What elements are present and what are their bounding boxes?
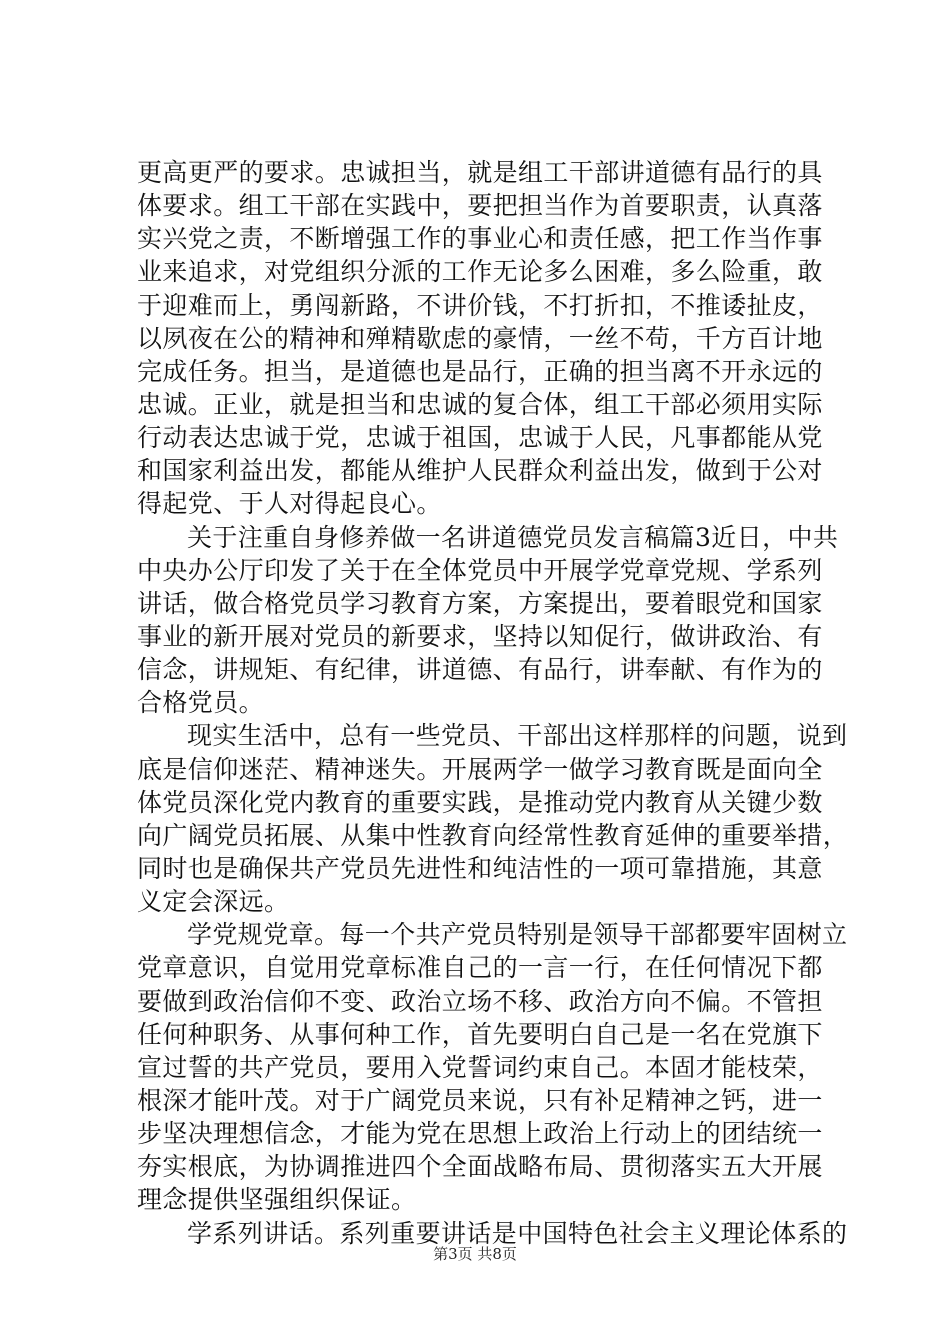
text-line: 行动表达忠诚于党，忠诚于祖国，忠诚于人民，凡事都能从党 bbox=[137, 423, 823, 453]
paragraph-start-line: 学系列讲话。系列重要讲话是中国特色社会主义理论体系的 bbox=[187, 1218, 848, 1248]
text-line: 讲话，做合格党员学习教育方案，方案提出，要着眼党和国家 bbox=[137, 588, 823, 618]
text-line: 事业的新开展对党员的新要求，坚持以知促行，做讲政治、有 bbox=[137, 621, 823, 651]
text-line: 底是信仰迷茫、精神迷失。开展两学一做学习教育既是面向全 bbox=[137, 754, 823, 784]
text-line: 根深才能叶茂。对于广阔党员来说，只有补足精神之钙，进一 bbox=[137, 1085, 823, 1115]
text-line: 向广阔党员拓展、从集中性教育向经常性教育延伸的重要举措， bbox=[137, 820, 849, 850]
text-line: 实兴党之责，不断增强工作的事业心和责任感，把工作当作事 bbox=[137, 224, 823, 254]
page-footer: 第3页 共8页 bbox=[433, 1245, 517, 1263]
text-line: 更高更严的要求。忠诚担当，就是组工干部讲道德有品行的具 bbox=[137, 158, 823, 187]
text-line: 同时也是确保共产党员先进性和纯洁性的一项可靠措施，其意 bbox=[137, 853, 823, 883]
text-line: 信念，讲规矩、有纪律，讲道德、有品行，讲奉献、有作为的 bbox=[137, 655, 823, 685]
text-line: 中央办公厅印发了关于在全体党员中开展学党章党规、学系列 bbox=[137, 555, 823, 585]
text-line: 夯实根底，为协调推进四个全面战略布局、贯彻落实五大开展 bbox=[137, 1152, 823, 1182]
text-line: 业来追求，对党组织分派的工作无论多么困难，多么险重，敢 bbox=[137, 257, 823, 287]
paragraph-start-line: 学党规党章。每一个共产党员特别是领导干部都要牢固树立 bbox=[187, 920, 848, 950]
text-line: 义定会深远。 bbox=[137, 887, 290, 917]
text-line: 得起党、于人对得起良心。 bbox=[137, 489, 442, 519]
body-text bbox=[137, 156, 849, 1250]
text-line: 和国家利益出发，都能从维护人民群众利益出发，做到于公对 bbox=[137, 456, 823, 486]
text-line: 合格党员。 bbox=[137, 688, 265, 718]
text-line: 体要求。组工干部在实践中，要把担当作为首要职责，认真落 bbox=[137, 191, 823, 221]
text-line: 任何种职务、从事何种工作，首先要明白自己是一名在党旗下 bbox=[137, 1019, 823, 1049]
text-line: 党章意识，自觉用党章标准自己的一言一行，在任何情况下都 bbox=[137, 953, 823, 983]
text-line: 完成任务。担当，是道德也是品行，正确的担当离不开永远的 bbox=[137, 356, 823, 386]
paragraph-start-line: 关于注重自身修养做一名讲道德党员发言稿篇3近日，中共 bbox=[187, 522, 839, 552]
text-line: 于迎难而上，勇闯新路，不讲价钱，不打折扣，不推诿扯皮， bbox=[137, 290, 823, 320]
paragraph-start-line: 现实生活中，总有一些党员、干部出这样那样的问题，说到 bbox=[187, 721, 848, 751]
text-line: 体党员深化党内教育的重要实践，是推动党内教育从关键少数 bbox=[137, 787, 823, 817]
text-line: 步坚决理想信念，才能为党在思想上政治上行动上的团结统一 bbox=[137, 1119, 823, 1149]
text-line: 以夙夜在公的精神和殚精歇虑的豪情，一丝不苟，千方百计地 bbox=[137, 323, 823, 353]
text-line: 要做到政治信仰不变、政治立场不移、政治方向不偏。不管担 bbox=[137, 986, 823, 1016]
text-line: 理念提供坚强组织保证。 bbox=[137, 1185, 417, 1215]
text-line: 忠诚。正业，就是担当和忠诚的复合体，组工干部必须用实际 bbox=[137, 389, 823, 419]
text-line: 宣过誓的共产党员，要用入党誓词约束自己。本固才能枝荣， bbox=[137, 1052, 823, 1082]
